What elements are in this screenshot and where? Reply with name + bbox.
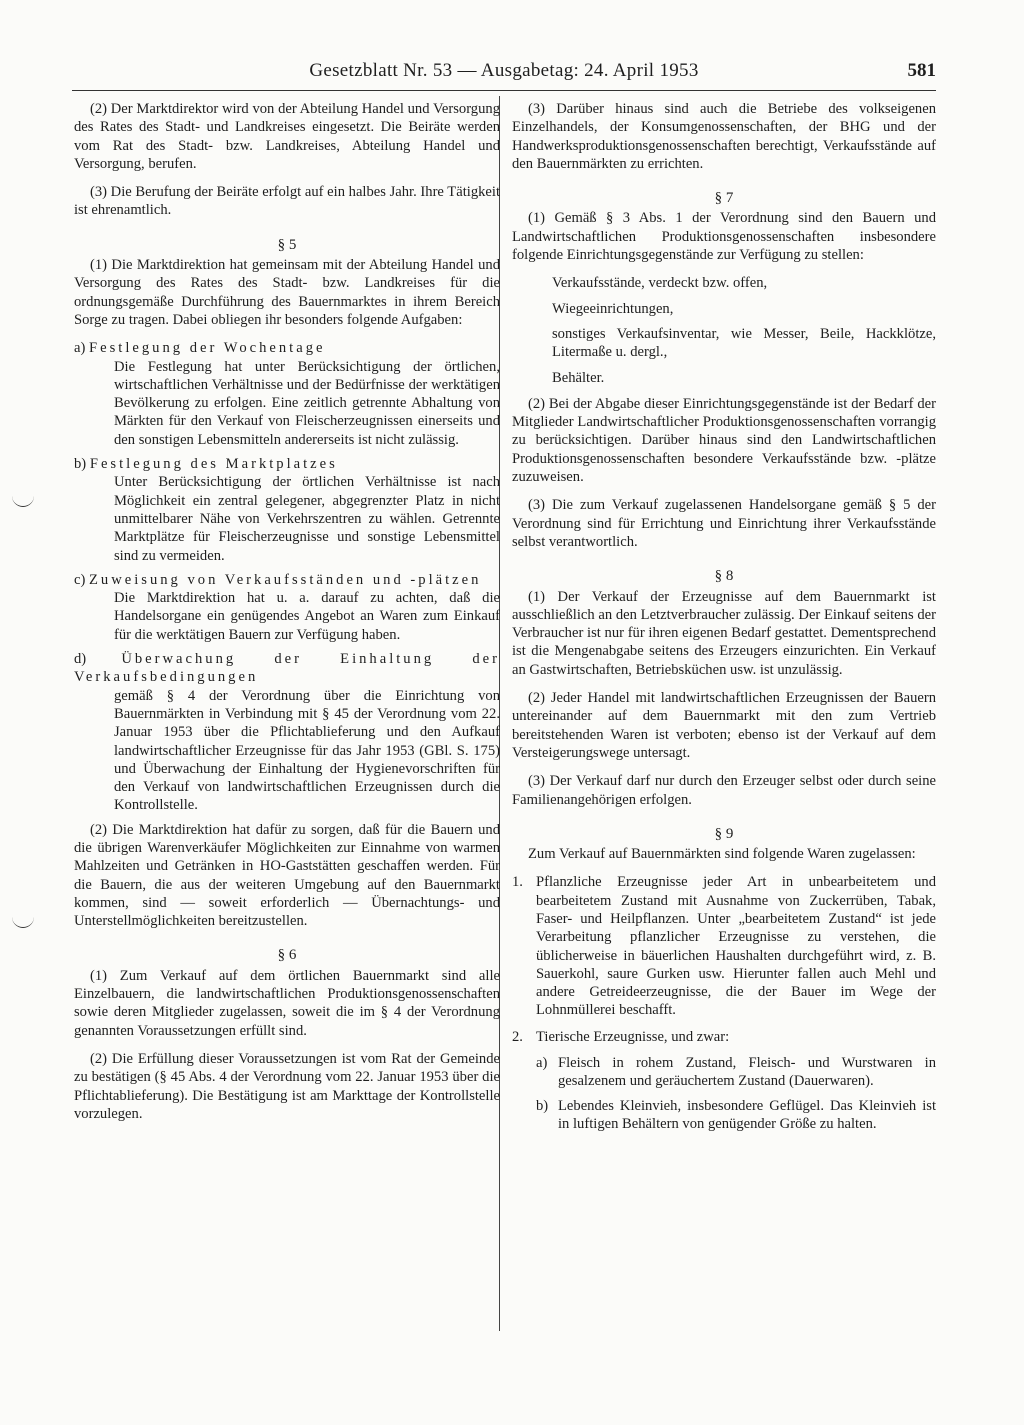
paragraph: (3) Der Verkauf darf nur durch den Erzeuger selbst oder durch seine Familienangehörigen erfolgen. bbox=[512, 773, 936, 808]
item-label: a) bbox=[536, 1055, 548, 1072]
item-title: Festlegung der Wochentage bbox=[89, 340, 326, 357]
paragraph: (1) Gemäß § 3 Abs. 1 der Verordnung sind den Bauern und Landwirtschaftlichen Produktionsgenossenschaften insbesondere folgende Einrichtungsgegenstände zur Verfügung zu stellen: bbox=[512, 210, 936, 264]
equipment-list bbox=[552, 274, 936, 386]
item-body: Unter Berücksichtigung der örtlichen Verhältnisse ist nach Möglichkeit ein zentral gelegener, abgegrenzter Platz in nicht unmittelbarer Nähe von Verkehrszentren zu wählen. Getrennte Marktplätze für Fleischerzeugnisse und sonstige Lebensmittel sind zu vermeiden. bbox=[114, 474, 500, 564]
page-number: 581 bbox=[907, 60, 936, 81]
item-number: 2. bbox=[512, 1028, 523, 1045]
item-title: Zuweisung von Verkaufsständen und -plätzen bbox=[89, 571, 482, 588]
item-number: 1. bbox=[512, 874, 523, 891]
section-heading: § 5 bbox=[277, 236, 297, 253]
page-header bbox=[72, 60, 936, 91]
paragraph: (2) Die Marktdirektion hat dafür zu sorgen, daß für die Bauern und die übrigen Warenverkäufer Möglichkeiten zur Einnahme von warmen Mahlzeiten und Getränken in HO-Gaststätten geschaffen werden. Für die Bauern, die aus der weiteren Umgebung auf den Bauernmarkt kommen, sind — soweit erforderlich — Übernachtungs- und Unterstellmöglichkeiten bereitzustellen. bbox=[74, 821, 500, 930]
section-heading: § 7 bbox=[714, 190, 734, 207]
paragraph: (1) Zum Verkauf auf dem örtlichen Bauernmarkt sind alle Einzelbauern, die landwirtschaftlichen Produktionsgenossenschaften sowie deren Mitglieder zugelassen, soweit die im § 4 der Verordnung genannten Voraussetzungen erfüllt sind. bbox=[74, 967, 500, 1039]
sub-item bbox=[536, 1054, 936, 1091]
item-title: Festlegung des Marktplatzes bbox=[89, 456, 338, 473]
numbered-item bbox=[512, 873, 936, 1019]
section-heading: § 8 bbox=[714, 568, 734, 585]
section-heading: § 9 bbox=[714, 825, 734, 842]
item-label: b) bbox=[74, 456, 87, 473]
paragraph: (2) Die Erfüllung dieser Voraussetzungen ist vom Rat der Gemeinde zu bestätigen (§ 45 Abs. 4 der Verordnung vom 22. Januar 1953 über die Pflichtablieferung). Die Bestätigung ist am Markttage der Kontrollstelle vorzulegen. bbox=[74, 1050, 500, 1122]
sub-item bbox=[536, 1097, 936, 1134]
paragraph: (3) Die zum Verkauf zugelassenen Handelsorgane gemäß § 5 der Verordnung sind für Errichtung und Einrichtung ihrer Verkaufsstände selbst verantwortlich. bbox=[512, 497, 936, 550]
task-item-c bbox=[74, 571, 500, 644]
paragraph: (2) Bei der Abgabe dieser Einrichtungsgegenstände ist der Bedarf der Mitglieder Landwirtschaftlicher Produktionsgenossenschaften vorrangig zu berücksichtigen. Darüber hinaus sind den Landwirtschaftlichen Produktionsgenossenschaften besondere Verkaufsstände bzw. -plätze zuzuweisen. bbox=[512, 395, 936, 486]
paragraph: (3) Darüber hinaus sind auch die Betriebe des volkseigenen Einzelhandels, der Konsumgenossenschaften, der BHG und der Handwerksproduktionsgenossenschaften berechtigt, Verkaufsstände auf den Bauernmärkten zu errichten. bbox=[512, 101, 936, 172]
paragraph: (2) Jeder Handel mit landwirtschaftlichen Erzeugnissen der Bauern untereinander auf dem Bauernmarkt mit den zum Vertrieb bereitstehenden Waren ist verboten; ebenso ist der Verkauf auf dem Versteigerungswege untersagt. bbox=[512, 690, 936, 761]
gazette-title: Gesetzblatt Nr. 53 — Ausgabetag: 24. April 1953 bbox=[309, 60, 699, 81]
item-body: Die Festlegung hat unter Berücksichtigung der örtlichen, wirtschaftlichen Verhältnisse und der Bedürfnisse der werktätigen Bevölkerung zu erfolgen. Eine zeitlich getrennte Abhaltung von Märkten für den Verkauf von Fleischerzeugnissen einerseits und den sonstigen Lebensmitteln andererseits ist nicht zulässig. bbox=[114, 358, 500, 448]
right-column bbox=[512, 100, 936, 1139]
task-item-b bbox=[74, 455, 500, 565]
left-column bbox=[74, 100, 500, 1133]
section-heading: § 6 bbox=[277, 947, 297, 964]
item-body: Die Marktdirektion hat u. a. darauf zu achten, daß die Handelsorgane ein genügendes Angebot an Waren zum Einkauf für die werktätigen Bauern zur Verfügung haben. bbox=[114, 590, 500, 643]
paragraph: (1) Die Marktdirektion hat gemeinsam mit der Abteilung Handel und Versorgung des Rates des Stadt- bzw. Landkreises für die ordnungsgemäße Durchführung des Bauernmarktes in ihrem Bereich Sorge zu tragen. Dabei obliegen ihr besonders folgende Aufgaben: bbox=[74, 257, 500, 328]
item-text: Fleisch in rohem Zustand, Fleisch- und Wurstwaren in gesalzenem und geräuchertem Zustand (Dauerwaren). bbox=[558, 1055, 936, 1090]
paragraph: (2) Der Marktdirektor wird von der Abteilung Handel und Versorgung des Rates des Stadt- und Landkreises eingesetzt. Die Beiräte werden vom Rat des Stadt- bzw. Landkreises, Abteilung Handel und Versorgung, berufen. bbox=[74, 101, 500, 172]
list-item: sonstiges Verkaufsinventar, wie Messer, Beile, Hackklötze, Litermaße u. dergl., bbox=[552, 325, 936, 361]
paragraph: (3) Die Berufung der Beiräte erfolgt auf ein halbes Jahr. Ihre Tätigkeit ist ehrenamtlich. bbox=[74, 184, 500, 219]
item-label: d) bbox=[74, 651, 87, 668]
paragraph: (1) Der Verkauf der Erzeugnisse auf dem Bauernmarkt ist ausschließlich an den Letztverbraucher zulässig. Der Einkauf seitens der Verbraucher ist nur für ihren eigenen Bedarf gestattet. Dementsprechend ist die Mengenabgabe seitens des Erzeugers einzurichten. Ein Verkauf an Gastwirtschaften, Betriebsküchen usw. ist unzulässig. bbox=[512, 588, 936, 678]
item-label: b) bbox=[536, 1097, 549, 1114]
task-item-a bbox=[74, 339, 500, 449]
list-item: Behälter. bbox=[552, 369, 605, 386]
margin-tick-mark bbox=[12, 915, 34, 928]
item-text: Lebendes Kleinvieh, insbesondere Geflügel. Das Kleinvieh ist in luftigen Behältern von genügender Größe zu halten. bbox=[558, 1097, 936, 1132]
item-label: a) bbox=[74, 340, 86, 357]
item-body: gemäß § 4 der Verordnung über die Einrichtung von Bauernmärkten in Verbindung mit § 45 der Verordnung vom 22. Januar 1953 über die Pflichtablieferung und den Aufkauf landwirtschaftlicher Erzeugnisse für das Jahr 1953 (GBl. S. 175) und Überwachung der Einhaltung der Hygienevorschriften für den Verkauf von landwirtschaftlichen Erzeugnissen durch die Kontrollstelle. bbox=[114, 687, 500, 814]
item-title: Überwachung der Einhaltung der Verkaufsbedingungen bbox=[74, 651, 500, 686]
item-text: Tierische Erzeugnisse, und zwar: bbox=[536, 1028, 730, 1045]
item-text: Pflanzliche Erzeugnisse jeder Art in unbearbeitetem und bearbeitetem Zustand mit Ausnahme von Zuckerrüben, Tabak, Faser- und Heilpflanzen. Unter „bearbeitetem Zustand“ ist jede Verarbeitung pflanzlicher Erzeugnisse zu verstehen, die üblicherweise in bäuerlichen Haushalten durchgeführt wird, z. B. Sauerkohl, saure Gurken usw. Hierunter fallen auch Mehl und andere Getreideerzeugnisse, die der Bauer im Wege der Lohnmüllerei beschafft. bbox=[536, 874, 936, 1019]
margin-tick-mark bbox=[12, 494, 34, 507]
numbered-item bbox=[512, 1028, 936, 1046]
list-item: Verkaufsstände, verdeckt bzw. offen, bbox=[552, 275, 768, 292]
paragraph: Zum Verkauf auf Bauernmärkten sind folgende Waren zugelassen: bbox=[528, 846, 916, 863]
item-label: c) bbox=[74, 571, 86, 588]
list-item: Wiegeeinrichtungen, bbox=[552, 300, 674, 317]
task-item-d bbox=[74, 650, 500, 815]
